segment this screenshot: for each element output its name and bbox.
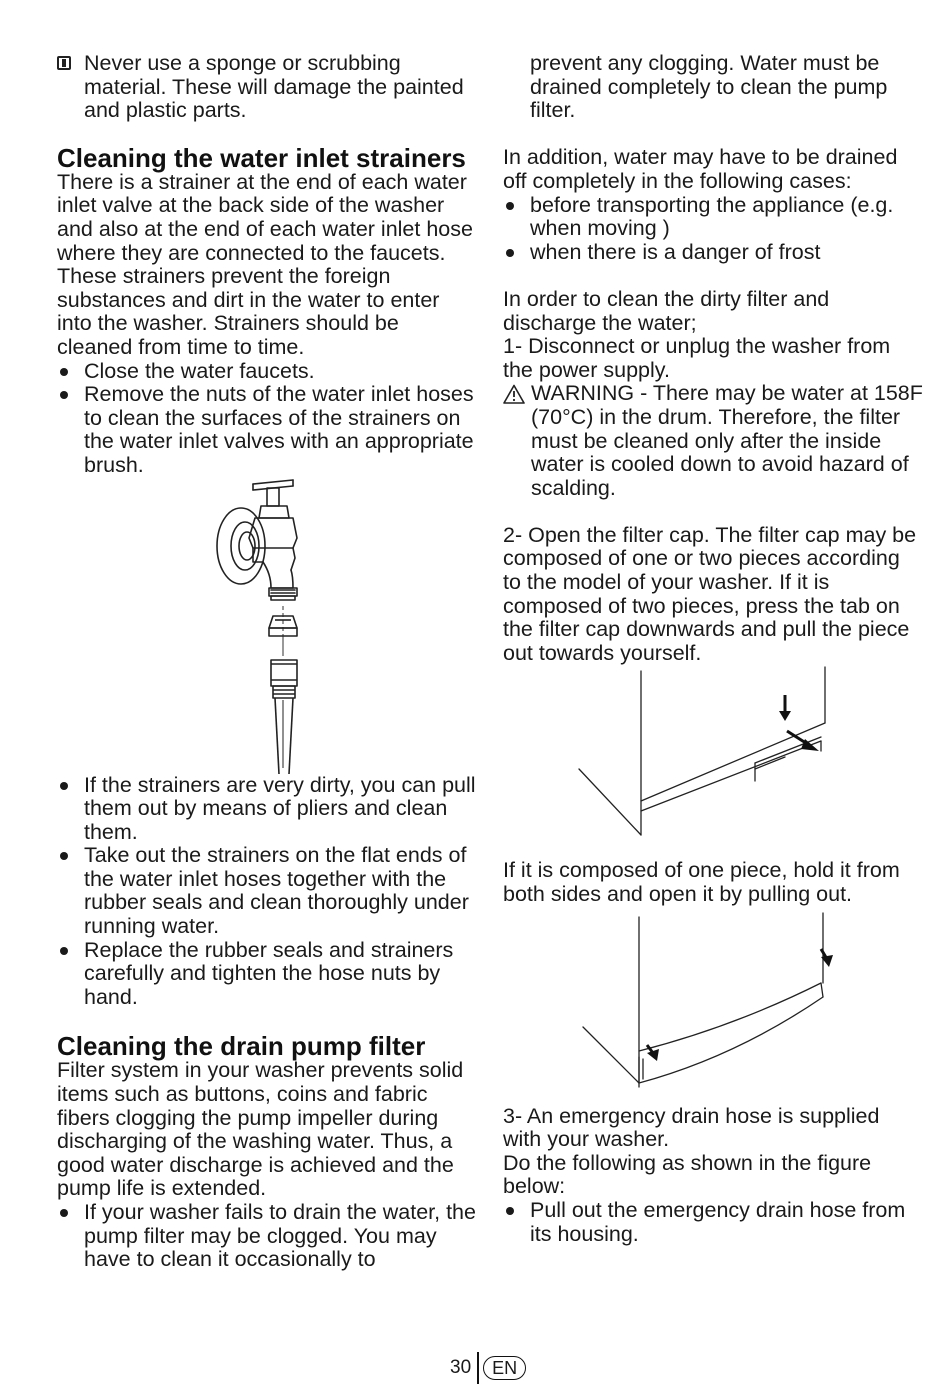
note-block (57, 52, 477, 123)
list-item: before transporting the appliance (e.g. when moving ) (503, 194, 923, 241)
two-piece-filter-cap-illustration (503, 665, 923, 845)
step-1: 1- Disconnect or unplug the washer from the power supply. (503, 334, 891, 382)
footer-divider (477, 1352, 479, 1384)
heading-inlet-strainers: Cleaning the water inlet strainers (57, 142, 466, 173)
drain-bullet-list (57, 1201, 477, 1272)
warning-triangle-icon (503, 384, 525, 404)
addition-paragraph: In addition, water may have to be drained off completely in the following cases: (503, 145, 898, 193)
list-item: when there is a danger of frost (503, 241, 923, 265)
page-number: 30 (450, 1357, 472, 1378)
list-item: Pull out the emergency drain hose from its housing. (503, 1199, 923, 1246)
list-item: If your washer fails to drain the water, the pump filter may be clogged. You may have to clean it occasionally to (57, 1201, 477, 1272)
list-item: If the strainers are very dirty, you can pull them out by means of pliers and clean them. (57, 774, 477, 845)
inlet-paragraph: There is a strainer at the end of each water inlet valve at the back side of the washer and also at the end of each water inlet hose where they are connected to the faucets. These strainers prevent the foreign substances and dirt in the water to enter into the washer. Strainers should be cleaned from time to time. (57, 169, 473, 359)
step-3-bullet-list (503, 1199, 923, 1246)
one-piece-text: If it is composed of one piece, hold it from both sides and open it by pulling out. (503, 858, 900, 907)
info-icon (57, 56, 71, 70)
continuation-text: prevent any clogging. Water must be drained completely to clean the pump filter. (530, 51, 888, 123)
step-3-followup: Do the following as shown in the figure below: (503, 1150, 872, 1199)
list-item: Replace the rubber seals and strainers carefully and tighten the hose nuts by hand. (57, 939, 477, 1010)
list-item: Take out the strainers on the flat ends of the water inlet hoses together with the rubber seals and clean thoroughly under running water. (57, 844, 477, 938)
addition-bullet-list (503, 194, 923, 265)
order-paragraph: In order to clean the dirty filter and discharge the water; (503, 286, 830, 335)
inlet-bullet-list (57, 360, 477, 478)
list-item: Remove the nuts of the water inlet hoses to clean the surfaces of the strainers on the water inlet valves with an appropriate brush. (57, 383, 477, 477)
left-column (57, 52, 477, 1272)
drain-paragraph: Filter system in your washer prevents solid items such as buttons, coins and fabric fibers clogging the pump impeller during discharging of the washing water. Thus, a good water discharge is achieved and the pump life is extended. (57, 1058, 464, 1201)
note-text: Never use a sponge or scrubbing material. These will damage the painted and plastic parts. (84, 51, 464, 123)
warning-block (503, 382, 923, 500)
step-2: 2- Open the filter cap. The filter cap may be composed of one or two pieces according to the model of your washer. If it is composed of two pieces, press the tab on the filter cap downwards and pull the piece out towards yourself. (503, 522, 917, 665)
heading-drain-pump-filter: Cleaning the drain pump filter (57, 1031, 426, 1062)
step-3: 3- An emergency drain hose is supplied with your washer. (503, 1103, 880, 1152)
faucet-strainer-illustration (57, 478, 477, 774)
list-item: Close the water faucets. (57, 360, 477, 384)
page-footer (450, 1352, 526, 1384)
warning-text: WARNING - There may be water at 158F (70°C) in the drum. Therefore, the filter must be cleaned only after the inside water is cooled down to avoid hazard of scalding. (531, 381, 923, 500)
inlet-bullet-list-2 (57, 774, 477, 1010)
language-badge: EN (483, 1356, 526, 1380)
one-piece-filter-cap-illustration (503, 907, 923, 1095)
right-column (503, 52, 923, 1246)
